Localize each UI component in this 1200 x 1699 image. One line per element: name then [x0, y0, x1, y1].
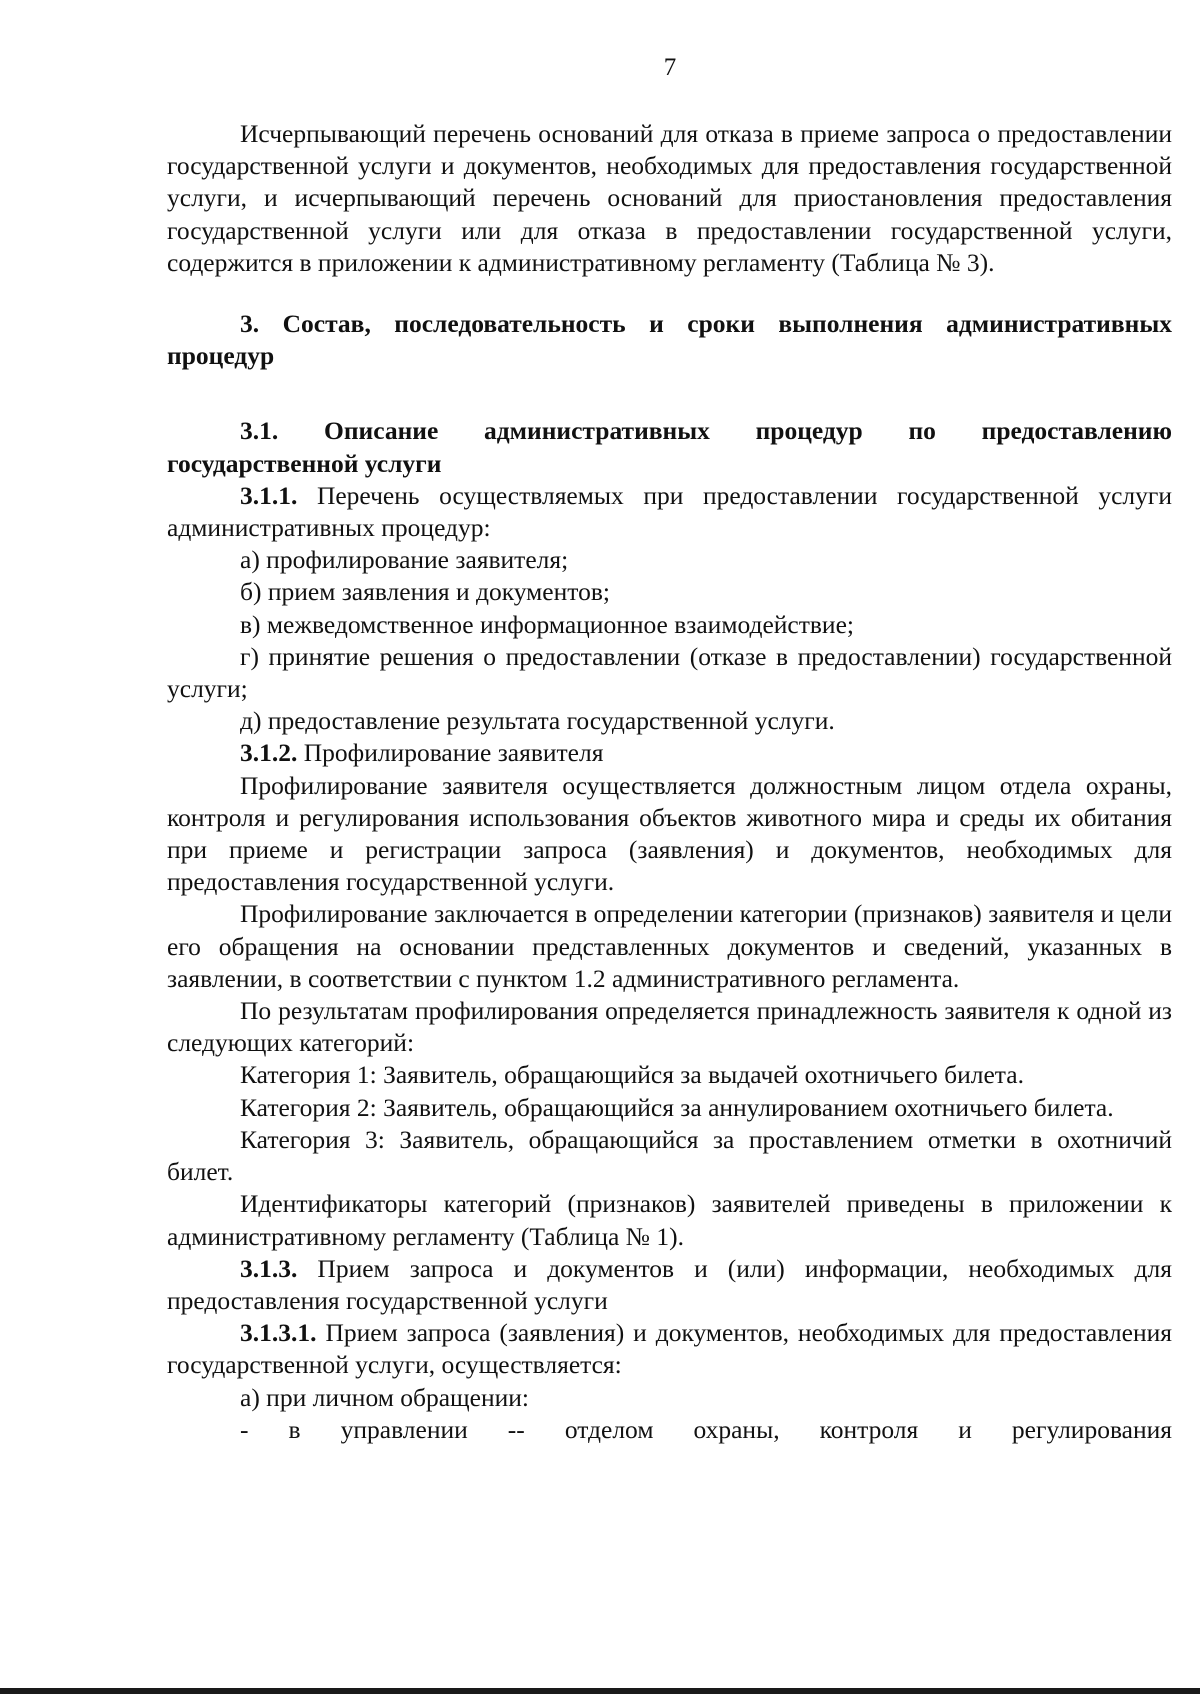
section-3-heading: 3. Состав, последовательность и сроки выполнения административных процедур	[167, 309, 1172, 371]
list-item-personal: а) при личном обращении:	[240, 1382, 529, 1412]
section-text: Прием запроса (заявления) и документов, необходимых для предоставления государственной услуги, осуществляется:	[167, 1318, 1172, 1380]
page-number: 7	[663, 54, 677, 81]
profiling-paragraph-3: По результатам профилирования определяется принадлежность заявителя к одной из следующих категорий:	[167, 996, 1172, 1058]
scan-bottom-edge	[0, 1688, 1200, 1694]
list-item-dash: - в управлении -- отделом охраны, контроля и регулирования	[240, 1414, 1172, 1444]
section-number: 3.1.1.	[240, 480, 298, 510]
profiling-paragraph-2: Профилирование заключается в определении категории (признаков) заявителя и цели его обращения на основании представленных документов и сведений, указанных в заявлении, в соответствии с пунктом 1.2 административного регламента.	[167, 899, 1172, 993]
list-item-b: б) прием заявления и документов;	[240, 577, 610, 607]
section-3-1-3-1-paragraph	[167, 1317, 1172, 1381]
section-number: 3.1.2.	[240, 738, 298, 768]
list-item-a: а) профилирование заявителя;	[240, 545, 569, 575]
category-2: Категория 2: Заявитель, обращающийся за аннулированием охотничьего билета.	[240, 1092, 1114, 1122]
section-text: Профилирование заявителя	[297, 738, 604, 768]
section-text: Прием запроса и документов и (или) информации, необходимых для предоставления государственной услуги	[167, 1253, 1172, 1315]
category-1: Категория 1: Заявитель, обращающийся за выдачей охотничьего билета.	[240, 1060, 1024, 1090]
section-number: 3.1.3.	[240, 1253, 298, 1283]
document-body	[167, 118, 1172, 1446]
section-3-1-3-paragraph	[167, 1253, 1172, 1317]
list-item-g: г) принятие решения о предоставлении (отказе в предоставлении) государственной услуги;	[167, 641, 1172, 704]
intro-paragraph: Исчерпывающий перечень оснований для отказа в приеме запроса о предоставлении государственной услуги и документов, необходимых для предоставления государственной услуги, и исчерпывающий перечень оснований для приостановления предоставления государственной услуги или для отказа в предоставлении государственной услуги, содержится в приложении к административному регламенту (Таблица № 3).	[167, 119, 1172, 277]
identifiers-paragraph: Идентификаторы категорий (признаков) заявителей приведены в приложении к административному регламенту (Таблица № 1).	[167, 1189, 1172, 1251]
profiling-paragraph-1: Профилирование заявителя осуществляется должностным лицом отдела охраны, контроля и регулирования использования объектов животного мира и среды их обитания при приеме и регистрации запроса (заявления) и документов, необходимых для предоставления государственной услуги.	[167, 770, 1172, 897]
list-item-d: д) предоставление результата государственной услуги.	[240, 706, 835, 736]
category-3: Категория 3: Заявитель, обращающийся за проставлением отметки в охотничий билет.	[167, 1124, 1172, 1187]
section-3-1-heading: 3.1. Описание административных процедур по предоставлению государственной услуги	[167, 416, 1172, 478]
list-item-v: в) межведомственное информационное взаимодействие;	[240, 609, 854, 639]
section-number: 3.1.3.1.	[240, 1318, 317, 1348]
section-text: Перечень осуществляемых при предоставлении государственной услуги административных процедур:	[167, 480, 1172, 543]
section-3-1-2-heading	[167, 737, 1172, 769]
section-3-1-1-paragraph	[167, 480, 1172, 544]
